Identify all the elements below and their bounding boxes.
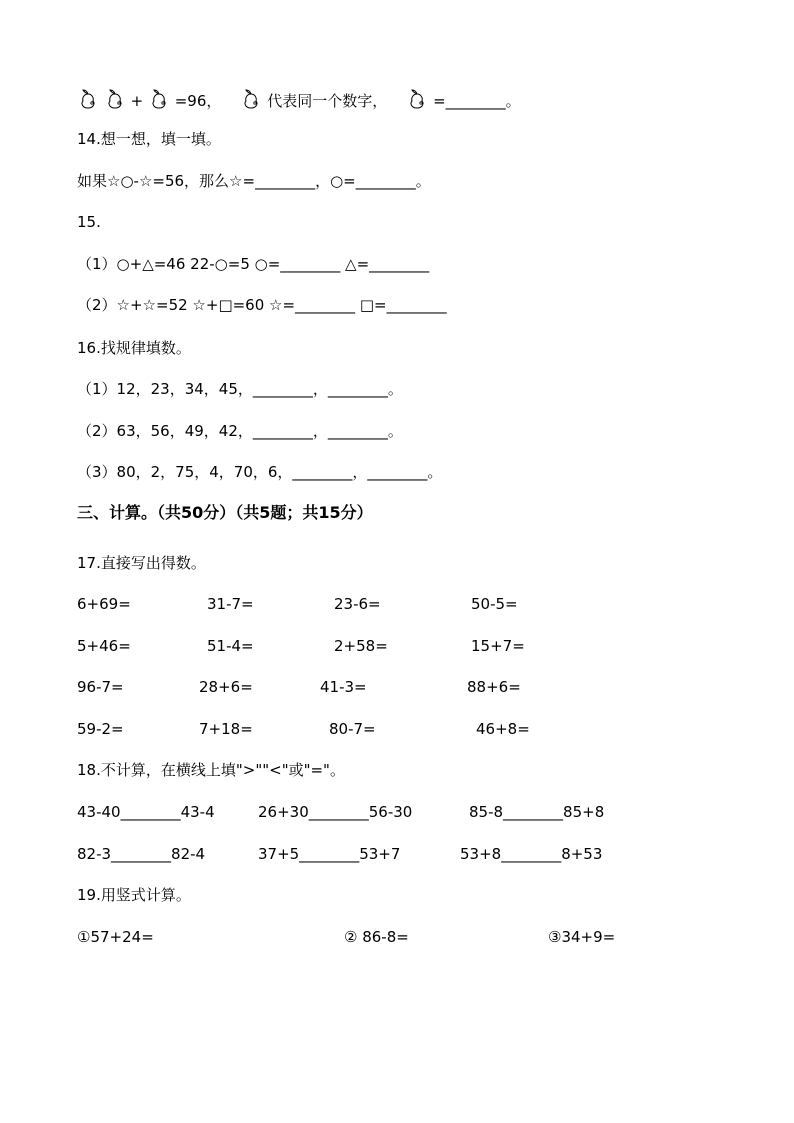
- plus-sign: +: [130, 92, 144, 110]
- q16-row3: （3）80，2，75，4，70，6，________，________。: [77, 463, 443, 481]
- q16-row2: （2）63，56，49，42，________，________。: [77, 422, 403, 440]
- q14-text: 如果☆○-☆=56，那么☆=________，○=________。: [77, 172, 431, 190]
- q18-title: 18.不计算，在横线上填">""<"或"="。: [77, 761, 345, 779]
- pear-icon: [240, 88, 262, 110]
- calc-item: 6+69=: [77, 595, 131, 613]
- calc-item: 80-7=: [329, 720, 376, 738]
- calc-item: 41-3=: [320, 678, 367, 696]
- compare-item: 37+5________53+7: [258, 845, 401, 863]
- calc-item: 7+18=: [199, 720, 253, 738]
- calc-item: 88+6=: [467, 678, 521, 696]
- compare-item: 43-40________43-4: [77, 803, 215, 821]
- pear-icon: [148, 88, 170, 110]
- equals-96: =96，: [174, 92, 222, 110]
- q13-line: [77, 88, 521, 112]
- same-digit-text: 代表同一个数字，: [267, 92, 388, 110]
- vertical-calc-item: ①57+24=: [77, 928, 154, 946]
- q19-title: 19.用竖式计算。: [77, 886, 191, 904]
- calc-item: 50-5=: [471, 595, 518, 613]
- q16-title: 16.找规律填数。: [77, 339, 191, 357]
- section-title: 三、计算。（共50分）（共5题；共15分）: [77, 503, 373, 522]
- q17-title: 17.直接写出得数。: [77, 554, 206, 572]
- q14-title: 14.想一想，填一填。: [77, 130, 221, 148]
- q15-row2: （2）☆+☆=52 ☆+□=60 ☆=________ □=________: [77, 296, 447, 314]
- answer-blank[interactable]: =________。: [433, 92, 521, 110]
- calc-item: 28+6=: [199, 678, 253, 696]
- calc-item: 2+58=: [334, 637, 388, 655]
- calc-item: 15+7=: [471, 637, 525, 655]
- vertical-calc-item: ② 86-8=: [344, 928, 409, 946]
- calc-item: 46+8=: [476, 720, 530, 738]
- pear-icon: [104, 88, 126, 110]
- calc-item: 23-6=: [334, 595, 381, 613]
- q16-row1: （1）12，23，34，45，________，________。: [77, 380, 403, 398]
- pear-icon: [406, 88, 428, 110]
- compare-item: 53+8________8+53: [460, 845, 603, 863]
- vertical-calc-item: ③34+9=: [548, 928, 616, 946]
- calc-item: 96-7=: [77, 678, 124, 696]
- pear-icon: [77, 88, 99, 110]
- q15-row1: （1）○+△=46 22-○=5 ○=________ △=________: [77, 255, 430, 273]
- calc-item: 59-2=: [77, 720, 124, 738]
- compare-item: 26+30________56-30: [258, 803, 413, 821]
- compare-item: 82-3________82-4: [77, 845, 206, 863]
- compare-item: 85-8________85+8: [469, 803, 605, 821]
- q15-title: 15.: [77, 213, 101, 231]
- calc-item: 5+46=: [77, 637, 131, 655]
- calc-item: 31-7=: [207, 595, 254, 613]
- calc-item: 51-4=: [207, 637, 254, 655]
